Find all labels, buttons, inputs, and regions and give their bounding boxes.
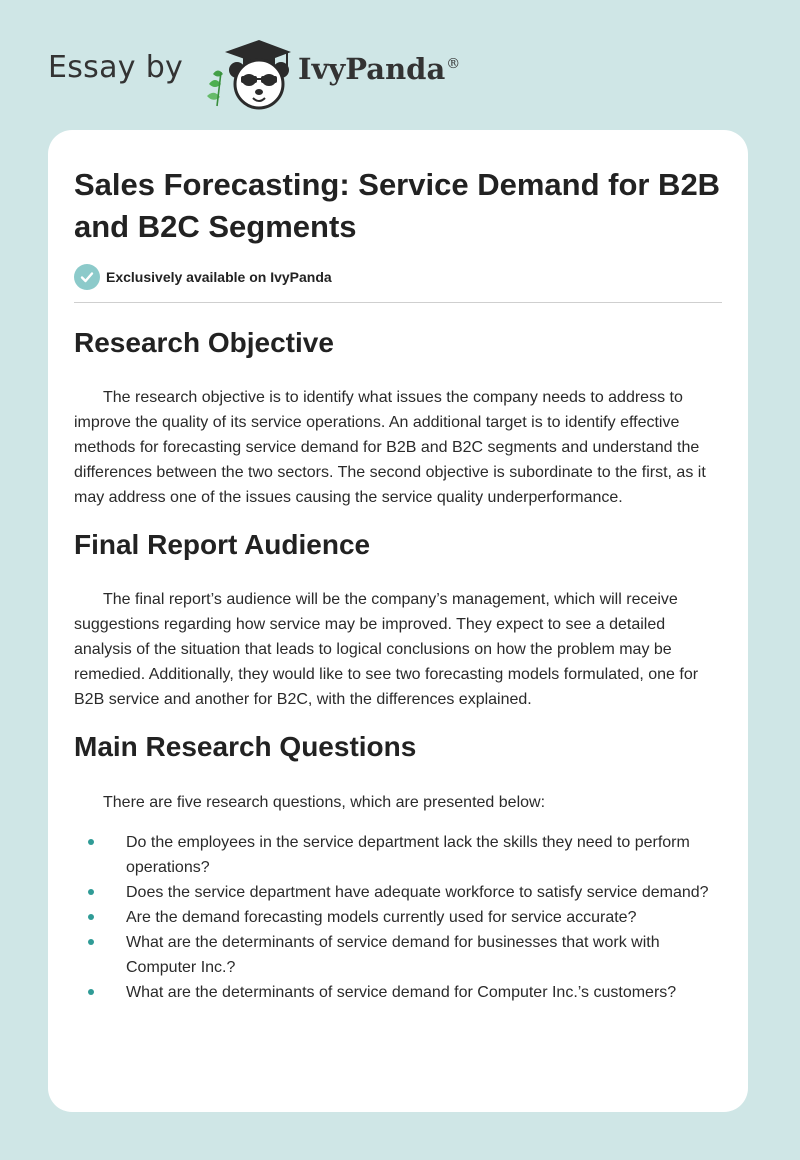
bullet-icon — [88, 989, 94, 995]
brand-name[interactable]: IvyPanda® — [298, 52, 461, 86]
bullet-icon — [88, 939, 94, 945]
divider — [74, 302, 722, 303]
site-header — [48, 30, 488, 110]
badge-label: Exclusively available on IvyPanda — [106, 269, 332, 285]
bullet-icon — [88, 914, 94, 920]
checkmark-icon — [74, 264, 100, 290]
questions-intro: There are five research questions, which are presented below: — [103, 794, 546, 811]
section-text-research-objective: The research objective is to identify what issues the company needs to address to improve the quality of its service operations. An additional target is to identify effective methods for forecasting service demand for B2B and B2C segments and understand the differences between the two sectors. The second objective is subordinate to the first, as it may address one of the issues causing the service quality underperformance. — [74, 389, 706, 506]
list-item: What are the determinants of service demand for businesses that work with Computer Inc.? — [74, 930, 724, 980]
exclusive-badge — [74, 264, 332, 290]
section-heading-research-objective: Research Objective — [74, 327, 334, 358]
essay-card — [48, 130, 748, 1112]
bullet-icon — [88, 889, 94, 895]
list-item: What are the determinants of service demand for Computer Inc.’s customers? — [74, 980, 724, 1005]
section-heading-final-report-audience: Final Report Audience — [74, 529, 371, 560]
list-item: Does the service department have adequate workforce to satisfy service demand? — [74, 880, 724, 905]
section-heading-main-research-questions: Main Research Questions — [74, 731, 417, 762]
section-text-final-report-audience: The final report’s audience will be the company’s management, which will receive suggestions regarding how service may be improved. They expect to see a detailed analysis of the situation that leads to logical conclusions on how the problem may be remedied. Additionally, they would like to see two forecasting models formulated, one for B2B service and another for B2C, with the differences explained. — [74, 591, 699, 708]
research-questions-list — [74, 830, 724, 1005]
list-item: Do the employees in the service department lack the skills they need to perform operations? — [74, 830, 724, 880]
essay-by-label: Essay by — [48, 50, 184, 85]
essay-title: Sales Forecasting: Service Demand for B2B and B2C Segments — [74, 167, 721, 244]
bullet-icon — [88, 839, 94, 845]
list-item: Are the demand forecasting models currently used for service accurate? — [74, 905, 724, 930]
panda-logo-icon[interactable] — [203, 36, 293, 110]
